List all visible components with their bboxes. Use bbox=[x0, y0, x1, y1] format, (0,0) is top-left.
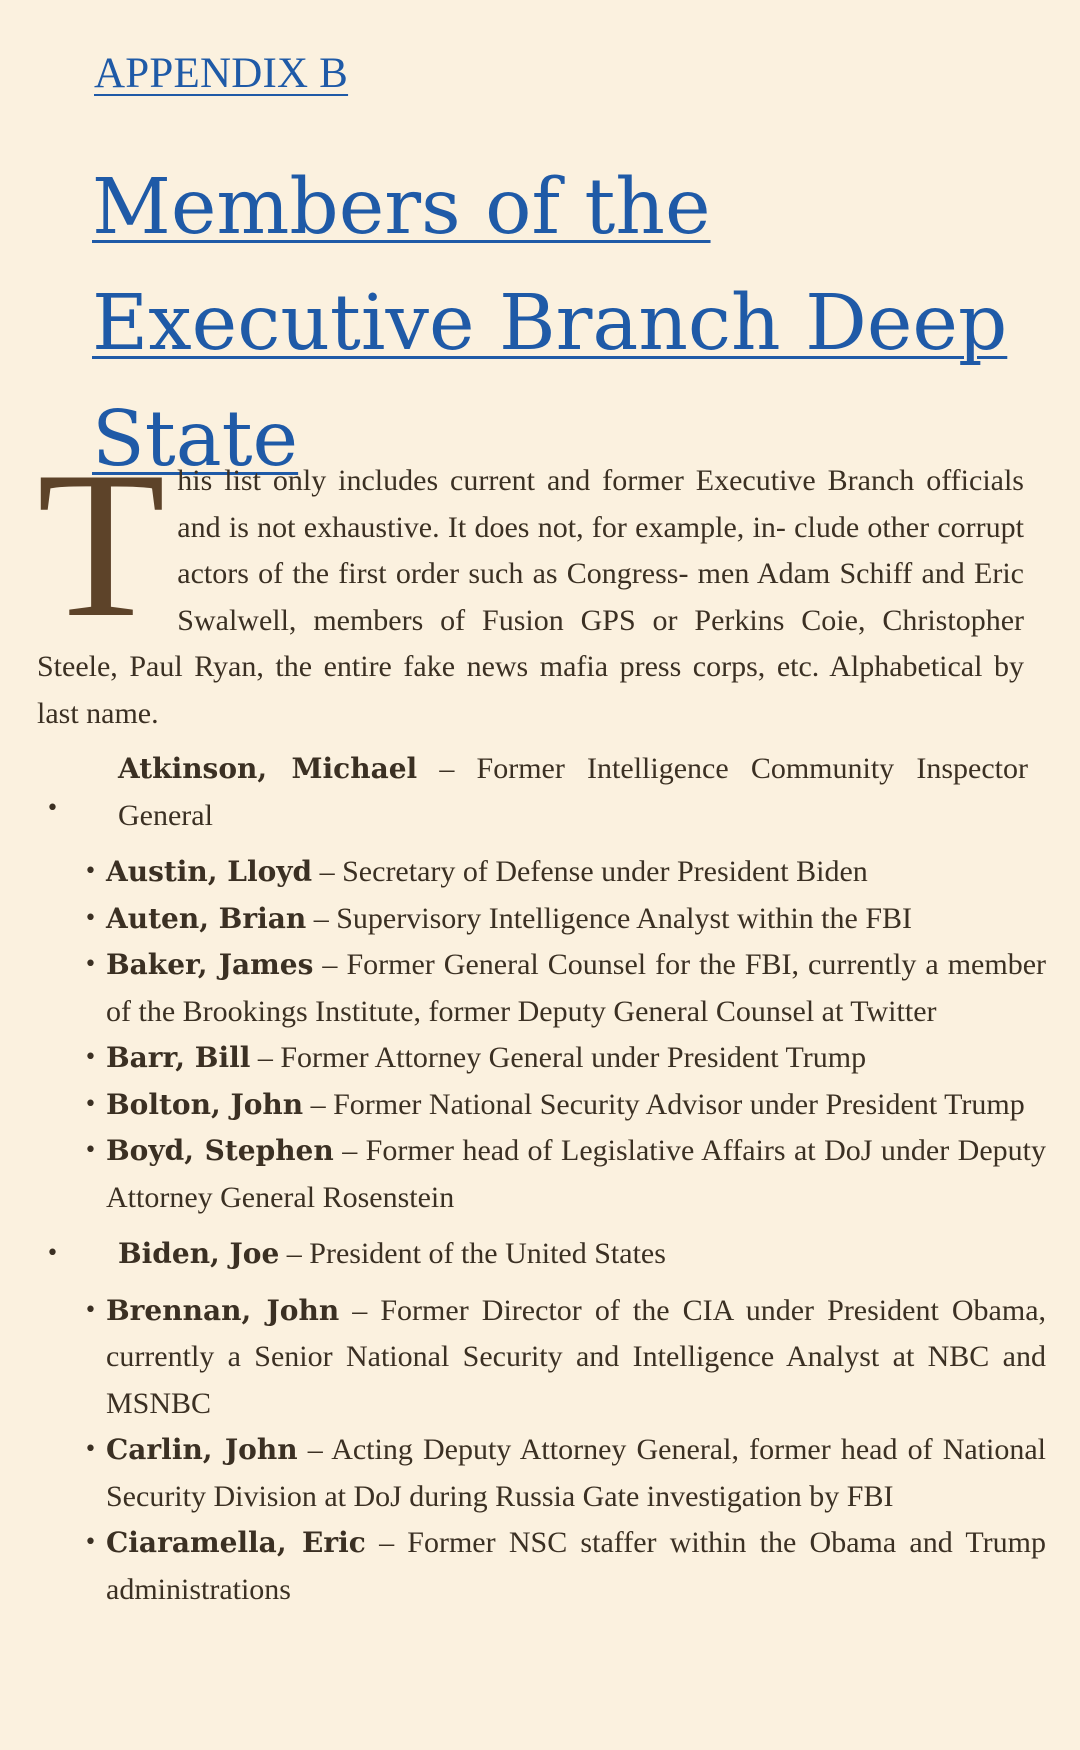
bullet-icon: • bbox=[84, 1045, 97, 1070]
drop-cap: T bbox=[37, 429, 166, 661]
entry-name: Bolton, John bbox=[106, 1087, 304, 1121]
entry-description: – President of the United States bbox=[286, 1237, 666, 1270]
bullet-icon: • bbox=[84, 952, 97, 977]
list-item-ciaramella bbox=[0, 1520, 1046, 1613]
entry-description: – Former Intelligence Community Inspector General bbox=[118, 752, 1028, 832]
list-item-carlin bbox=[0, 1427, 1046, 1520]
bullet-icon: • bbox=[84, 1437, 97, 1462]
entry-name: Ciaramella, Eric bbox=[106, 1526, 366, 1559]
bullet-icon: • bbox=[84, 1530, 97, 1555]
list-item-atkinson bbox=[0, 746, 1028, 839]
entry-name: Carlin, John bbox=[106, 1433, 298, 1466]
list-item-baker bbox=[0, 942, 1046, 1035]
appendix-label[interactable]: APPENDIX B bbox=[94, 50, 349, 97]
entry-description: – Former National Security Advisor under President Trump bbox=[310, 1087, 1025, 1121]
entry-name: Atkinson, Michael bbox=[118, 752, 418, 785]
list-item-barr bbox=[0, 1035, 1046, 1082]
entry-description: – Former Director of the CIA under President Obama, currently a Senior National Security and Intelligence Analyst at NBC and MSNBC bbox=[106, 1293, 1047, 1420]
bullet-icon: • bbox=[46, 796, 59, 821]
entry-description: – Former General Counsel for the FBI, currently a member of the Brookings Institute, former Deputy General Counsel at Twitter bbox=[106, 948, 1047, 1028]
entry-description: – Secretary of Defense under President Biden bbox=[319, 855, 868, 888]
page-title-text[interactable]: Members of the Executive Branch Deep State bbox=[92, 163, 1008, 484]
list-item-austin bbox=[0, 849, 1046, 896]
entry-name: Barr, Bill bbox=[106, 1041, 251, 1074]
list-item-auten bbox=[0, 896, 1046, 943]
bullet-icon: • bbox=[46, 1241, 59, 1266]
deep-state-list bbox=[0, 746, 1080, 1613]
page-title[interactable] bbox=[92, 150, 1022, 498]
entry-description: – Former Attorney General under President Trump bbox=[257, 1041, 867, 1074]
intro-paragraph bbox=[37, 429, 1024, 737]
intro-text: his list only includes current and former Executive Branch officials and is not exhaustive. It does not, for example, in- clude other corrupt actors of the first order such as Congress- men Adam Schiff and Eric Swalwell, members of Fusion GPS or Perkins Coie, Christopher Steele, Paul Ryan, the entire fake news mafia press corps, etc. Alphabetical by last name. bbox=[37, 464, 1024, 730]
entry-description: – Acting Deputy Attorney General, former head of National Security Division at DoJ during Russia Gate investigation by FBI bbox=[106, 1433, 1047, 1513]
bullet-icon: • bbox=[84, 1138, 97, 1163]
list-item-biden bbox=[0, 1231, 1028, 1278]
entry-name: Biden, Joe bbox=[118, 1237, 280, 1270]
list-item-bolton bbox=[0, 1082, 1046, 1129]
entry-name: Baker, James bbox=[106, 948, 314, 981]
entry-name: Boyd, Stephen bbox=[106, 1134, 334, 1167]
bullet-icon: • bbox=[84, 1091, 97, 1117]
entry-description: – Former head of Legislative Affairs at DoJ under Deputy Attorney General Rosenstein bbox=[106, 1134, 1046, 1214]
bullet-icon: • bbox=[84, 1297, 97, 1323]
bullet-icon: • bbox=[84, 905, 97, 931]
entry-description: – Former NSC staffer within the Obama and Trump administrations bbox=[106, 1526, 1046, 1606]
list-item-brennan bbox=[0, 1288, 1046, 1428]
entry-name: Austin, Lloyd bbox=[106, 855, 313, 888]
list-item-boyd bbox=[0, 1128, 1046, 1221]
entry-description: – Supervisory Intelligence Analyst within the FBI bbox=[313, 901, 913, 935]
bullet-icon: • bbox=[84, 859, 97, 884]
entry-name: Brennan, John bbox=[106, 1293, 340, 1327]
entry-name: Auten, Brian bbox=[106, 901, 307, 935]
